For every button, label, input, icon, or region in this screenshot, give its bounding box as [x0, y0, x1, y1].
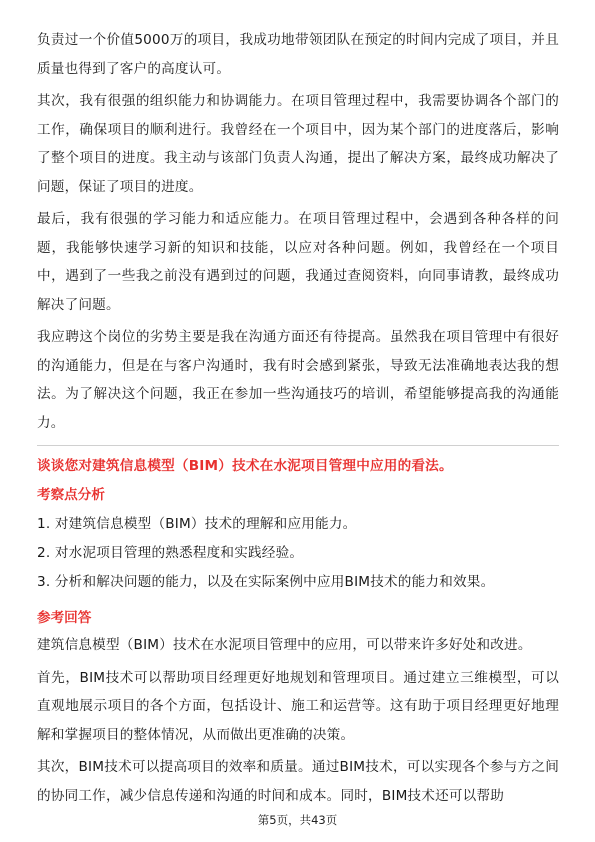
- page-number: 第5页，共43页: [257, 813, 338, 827]
- analysis-list: [37, 510, 559, 597]
- paragraph: 首先，BIM技术可以帮助项目经理更好地规划和管理项目。通过建立三维模型，可以直观地展示项目的各个方面，包括设计、施工和运营等。这有助于项目经理更好地理解和掌握项目的整体情况，从而做出更准确的决策。: [37, 669, 559, 743]
- paragraph: 最后，我有很强的学习能力和适应能力。在项目管理过程中，会遇到各种各样的问题，我能够快速学习新的知识和技能，以应对各种问题。例如，我曾经在一个项目中，遇到了一些我之前没有遇到过的问题，我通过查阅资料，向同事请教，最终成功解决了问题。: [37, 211, 559, 313]
- paragraph: 负责过一个价值5000万的项目，我成功地带领团队在预定的时间内完成了项目，并且质量也得到了客户的高度认可。: [37, 32, 559, 77]
- paragraph: 其次，BIM技术可以提高项目的效率和质量。通过BIM技术，可以实现各个参与方之间的协同工作，减少信息传递和沟通的时间和成本。同时，BIM技术还可以帮助: [37, 759, 559, 804]
- list-item: 1. 对建筑信息模型（BIM）技术的理解和应用能力。: [37, 516, 357, 532]
- list-item: 3. 分析和解决问题的能力，以及在实际案例中应用BIM技术的能力和效果。: [37, 574, 495, 590]
- question-title: 谈谈您对建筑信息模型（BIM）技术在水泥项目管理中应用的看法。: [37, 458, 453, 474]
- paragraph: 我应聘这个岗位的劣势主要是我在沟通方面还有待提高。虽然我在项目管理中有很好的沟通能力，但是在与客户沟通时，我有时会感到紧张，导致无法准确地表达我的想法。为了解决这个问题，我正在参加一些沟通技巧的培训，希望能够提高我的沟通能力。: [37, 329, 559, 431]
- document-page: [37, 26, 559, 814]
- paragraph: 其次，我有很强的组织能力和协调能力。在项目管理过程中，我需要协调各个部门的工作，确保项目的顺利进行。我曾经在一个项目中，因为某个部门的进度落后，影响了整个项目的进度。我主动与该部门负责人沟通，提出了解决方案，最终成功解决了问题，保证了项目的进度。: [37, 93, 559, 195]
- analysis-heading: 考察点分析: [37, 487, 105, 503]
- answer-heading: 参考回答: [37, 610, 92, 626]
- list-item: 2. 对水泥项目管理的熟悉程度和实践经验。: [37, 545, 304, 561]
- divider: [37, 445, 559, 446]
- paragraph: 建筑信息模型（BIM）技术在水泥项目管理中的应用，可以带来许多好处和改进。: [37, 637, 532, 653]
